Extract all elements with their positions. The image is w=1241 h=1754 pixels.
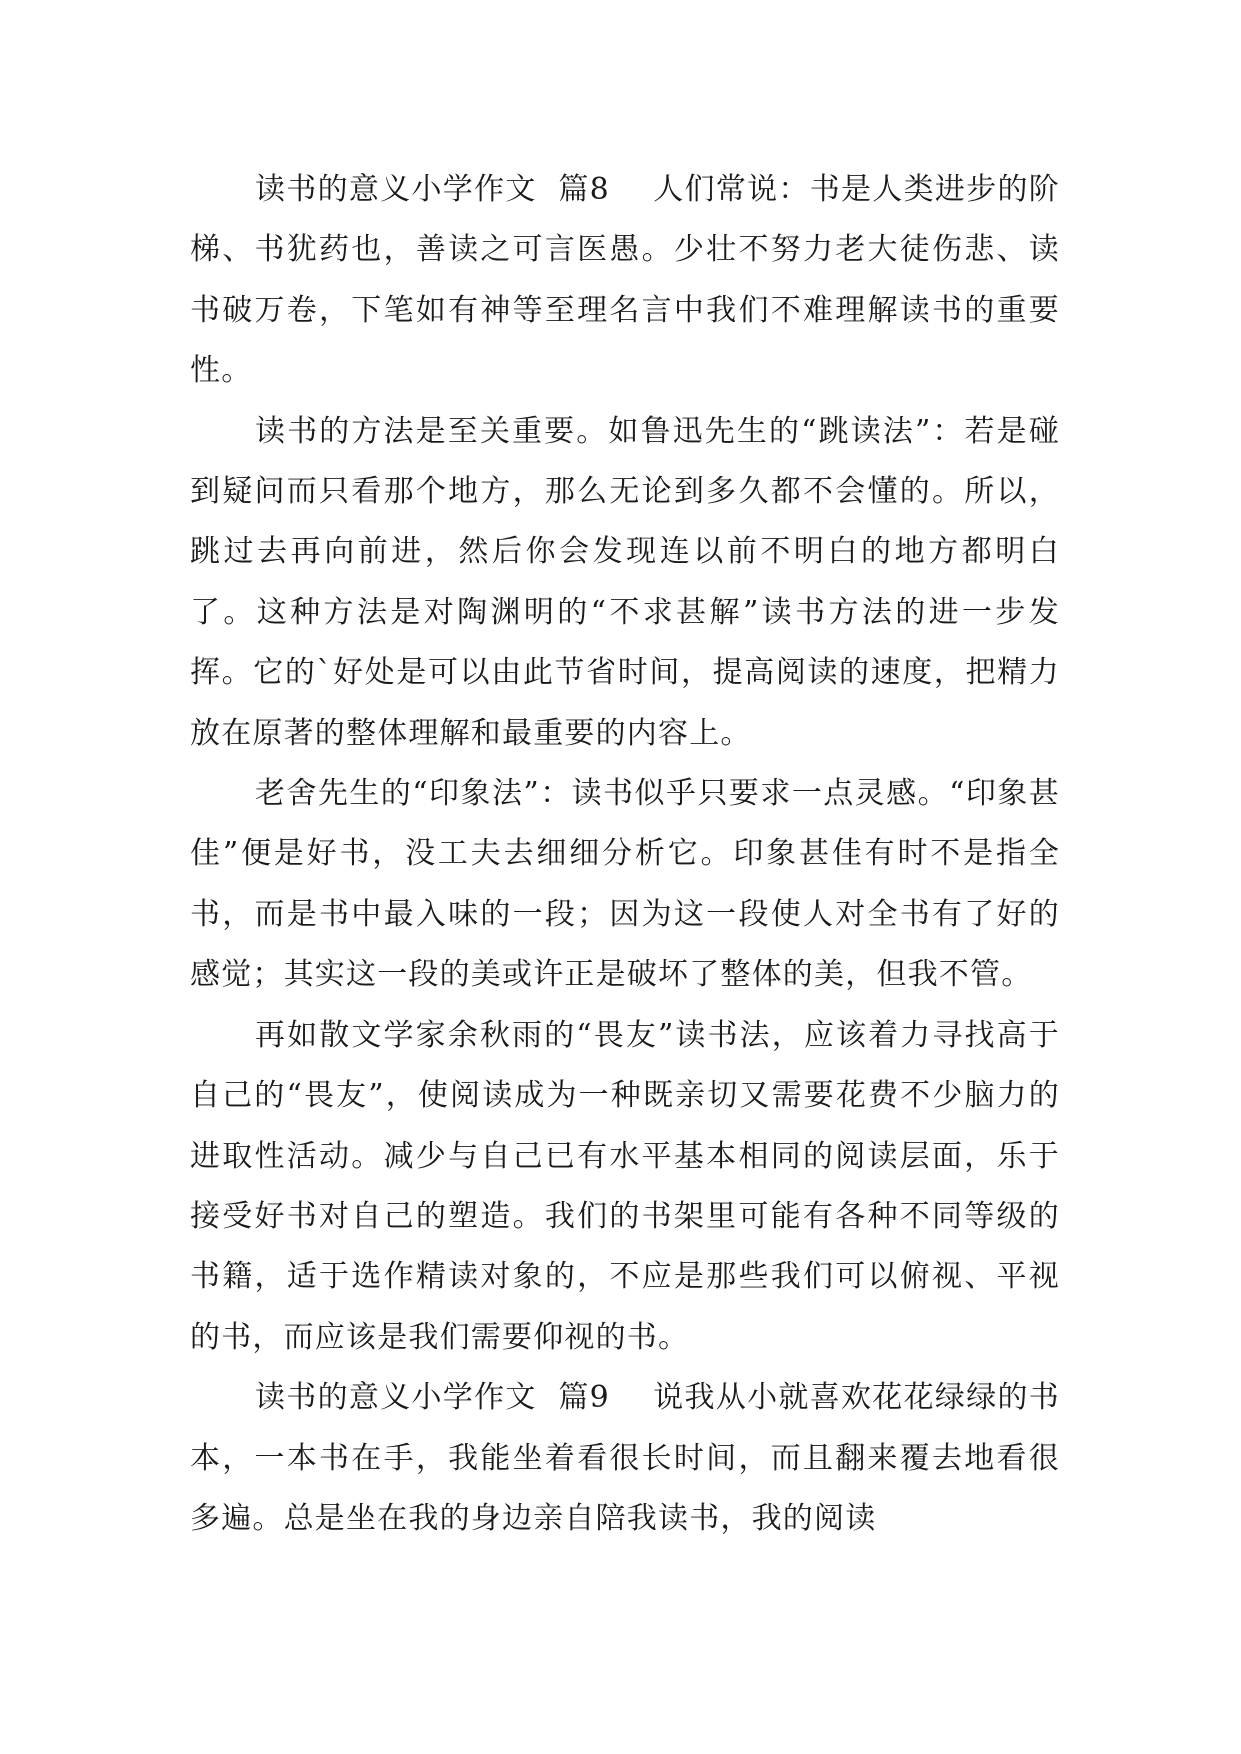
heading-gap [610,172,653,207]
essay-heading-9: 读书的意义小学作文 篇9 [255,1380,610,1416]
heading-gap [610,1380,653,1415]
paragraph-jump-reading [190,402,1060,764]
paragraph-text: 说我从小就喜欢花花绿绿的书本，一本书在手，我能坐着看很长时间，而且翻来覆去地看很多遍。总是坐在我的身边亲自陪我读书，我的阅读 [190,1380,1060,1536]
paragraph-text: 人们常说：书是人类进步的阶梯、书犹药也，善读之可言医愚。少壮不努力老大徒伤悲、读书破万卷，下笔如有神等至理名言中我们不难理解读书的重要性。 [190,172,1060,389]
paragraph-impression-method [190,764,1060,1006]
essay-heading-8: 读书的意义小学作文 篇8 [255,172,610,207]
paragraph-text: 再如散文学家余秋雨的“畏友”读书法，应该着力寻找高于自己的“畏友”，使阅读成为一种既亲切又需要花费不少脑力的进取性活动。减少与自己已有水平基本相同的阅读层面，乐于接受好书对自己的塑造。我们的书架里可能有各种不同等级的书籍，适于选作精读对象的，不应是那些我们可以俯视、平视的书，而应该是我们需要仰视的书。 [190,1017,1060,1355]
paragraph-essay-9-intro [190,1368,1060,1549]
paragraph-text: 老舍先生的“印象法”：读书似乎只要求一点灵感。“印象甚佳”便是好书，没工夫去细细分析它。印象甚佳有时不是指全书，而是书中最入味的一段；因为这一段使人对全书有了好的感觉；其实这一段的美或许正是破坏了整体的美，但我不管。 [190,776,1060,993]
paragraph-respected-friend [190,1006,1060,1368]
essay-body [190,160,1060,1549]
paragraph-text: 读书的方法是至关重要。如鲁迅先生的“跳读法”：若是碰到疑问而只看那个地方，那么无论到多久都不会懂的。所以，跳过去再向前进，然后你会发现连以前不明白的地方都明白了。这种方法是对陶渊明的“不求甚解”读书方法的进一步发挥。它的`好处是可以由此节省时间，提高阅读的速度，把精力放在原著的整体理解和最重要的内容上。 [190,413,1060,751]
paragraph-essay-8-intro [190,160,1060,402]
